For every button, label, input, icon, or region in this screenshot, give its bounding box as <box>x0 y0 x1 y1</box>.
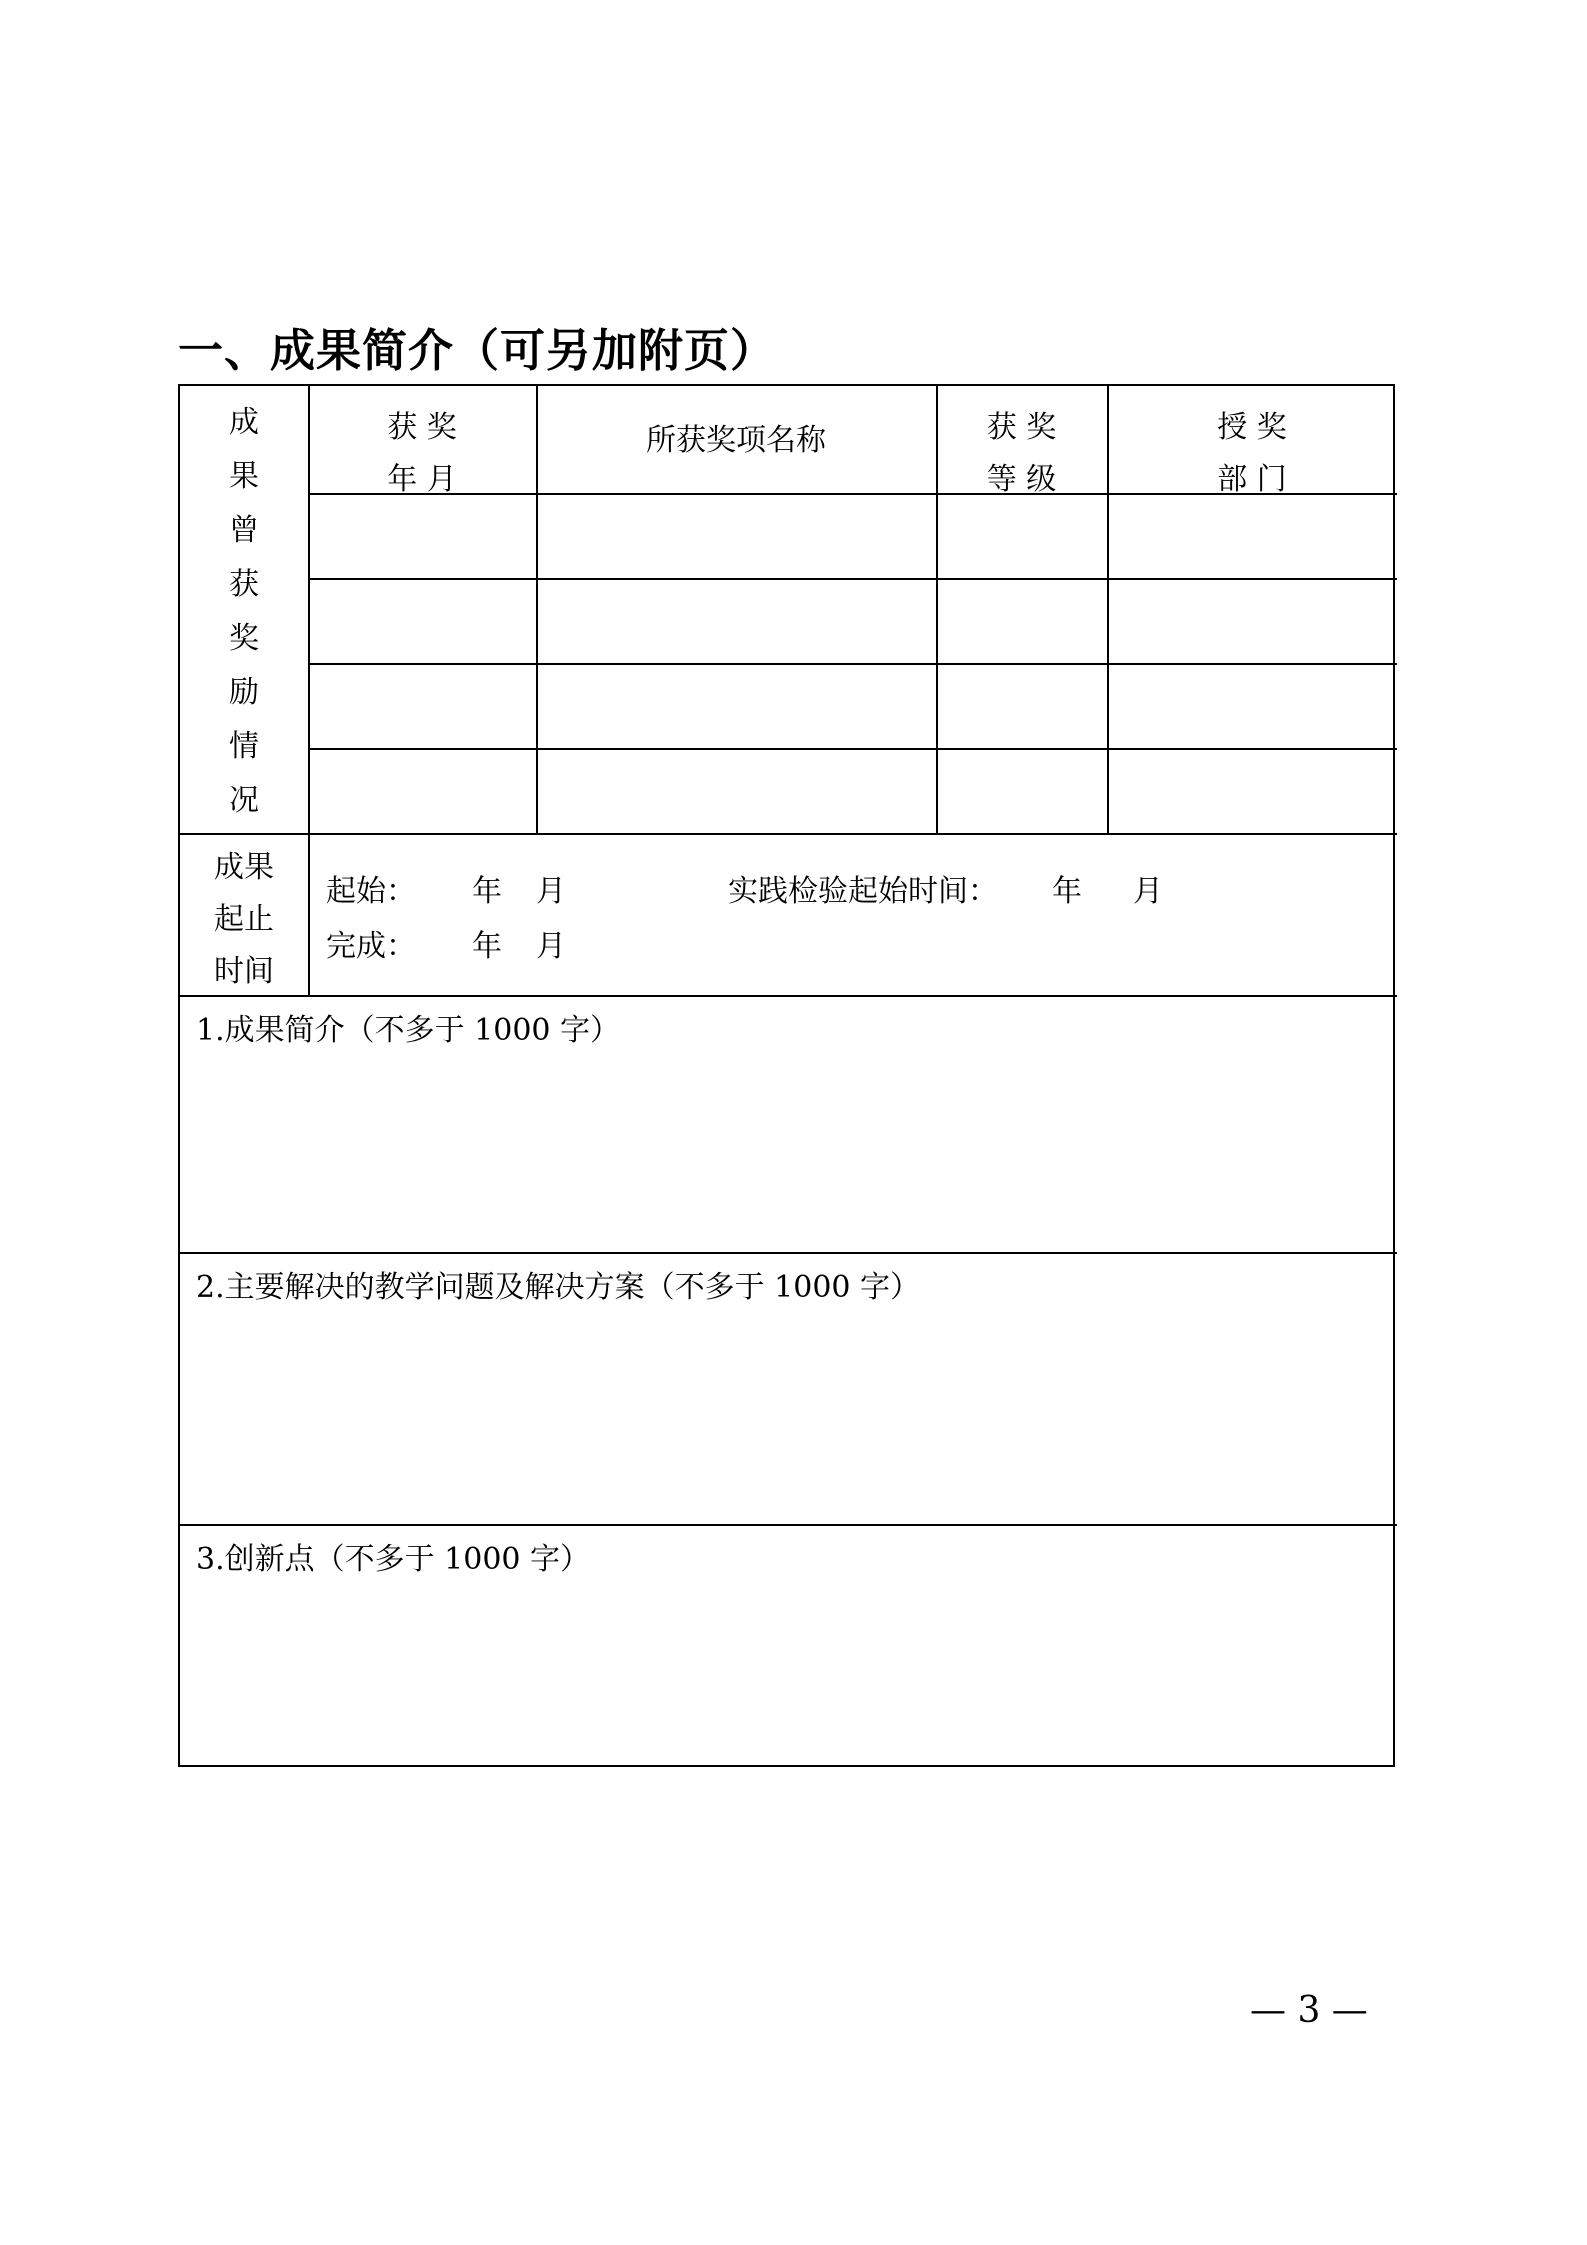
period-label-line2: 起止 <box>214 902 274 937</box>
awards-row-label <box>180 396 308 828</box>
award-row-2-level[interactable] <box>938 580 1107 663</box>
practice-year-field[interactable]: 年 <box>1052 874 1082 909</box>
divider-section-1-end <box>180 1252 1397 1254</box>
period-label <box>180 842 308 998</box>
divider-awards-end <box>180 833 1397 835</box>
award-row-1-name[interactable] <box>538 495 936 578</box>
award-row-1-level[interactable] <box>938 495 1107 578</box>
start-month-field[interactable]: 月 <box>536 874 566 909</box>
divider-period-col <box>308 833 310 995</box>
awards-label-char: 况 <box>229 783 259 818</box>
header-award-year <box>308 402 536 506</box>
period-label-line1: 成果 <box>214 850 274 885</box>
header-award-level-line1: 获 奖 <box>986 410 1057 445</box>
section-1-label: 1.成果简介（不多于 1000 字） <box>196 1013 621 1048</box>
awards-label-char: 奖 <box>229 621 259 656</box>
awards-label-char: 曾 <box>229 513 259 548</box>
end-month-field[interactable]: 月 <box>536 929 566 964</box>
header-award-dept-line2: 部 门 <box>1217 462 1287 497</box>
header-award-level <box>936 402 1107 506</box>
awards-label-char: 成 <box>229 405 259 440</box>
awards-label-char: 果 <box>229 459 259 494</box>
end-year-field[interactable]: 年 <box>472 929 502 964</box>
header-award-name: 所获奖项名称 <box>646 423 826 458</box>
award-row-2-name[interactable] <box>538 580 936 663</box>
award-row-3-dept[interactable] <box>1109 665 1395 748</box>
header-award-year-line2: 年 月 <box>387 462 457 497</box>
practice-start-label: 实践检验起始时间： <box>728 874 998 909</box>
section-2-label: 2.主要解决的教学问题及解决方案（不多于 1000 字） <box>196 1270 921 1305</box>
award-row-3-name[interactable] <box>538 665 936 748</box>
start-label: 起始： <box>326 874 416 909</box>
section-title: 一、成果简介（可另加附页） <box>178 324 777 377</box>
award-row-4-year[interactable] <box>310 750 536 833</box>
awards-label-char: 获 <box>229 567 259 602</box>
award-row-2-dept[interactable] <box>1109 580 1395 663</box>
section-2-content[interactable] <box>196 1315 1381 1515</box>
divider-period-end <box>180 995 1397 997</box>
award-row-3-level[interactable] <box>938 665 1107 748</box>
award-row-4-name[interactable] <box>538 750 936 833</box>
achievement-form <box>178 384 1395 1767</box>
period-label-line3: 时间 <box>214 954 274 989</box>
awards-label-char: 情 <box>229 729 259 764</box>
page-number: — 3 — <box>1250 1990 1368 2031</box>
practice-month-field[interactable]: 月 <box>1133 874 1163 909</box>
award-row-1-year[interactable] <box>310 495 536 578</box>
award-row-1-dept[interactable] <box>1109 495 1395 578</box>
end-label: 完成： <box>326 929 416 964</box>
award-row-4-level[interactable] <box>938 750 1107 833</box>
award-row-2-year[interactable] <box>310 580 536 663</box>
header-award-dept <box>1107 402 1397 506</box>
section-3-content[interactable] <box>196 1587 1381 1757</box>
section-1-content[interactable] <box>196 1058 1381 1244</box>
award-row-4-dept[interactable] <box>1109 750 1395 833</box>
header-award-level-line2: 等 级 <box>986 462 1057 497</box>
start-year-field[interactable]: 年 <box>472 874 502 909</box>
header-award-year-line1: 获 奖 <box>387 410 457 445</box>
header-award-dept-line1: 授 奖 <box>1217 410 1287 445</box>
section-3-label: 3.创新点（不多于 1000 字） <box>196 1542 591 1577</box>
awards-label-char: 励 <box>229 675 259 710</box>
divider-section-2-end <box>180 1524 1397 1526</box>
award-row-3-year[interactable] <box>310 665 536 748</box>
